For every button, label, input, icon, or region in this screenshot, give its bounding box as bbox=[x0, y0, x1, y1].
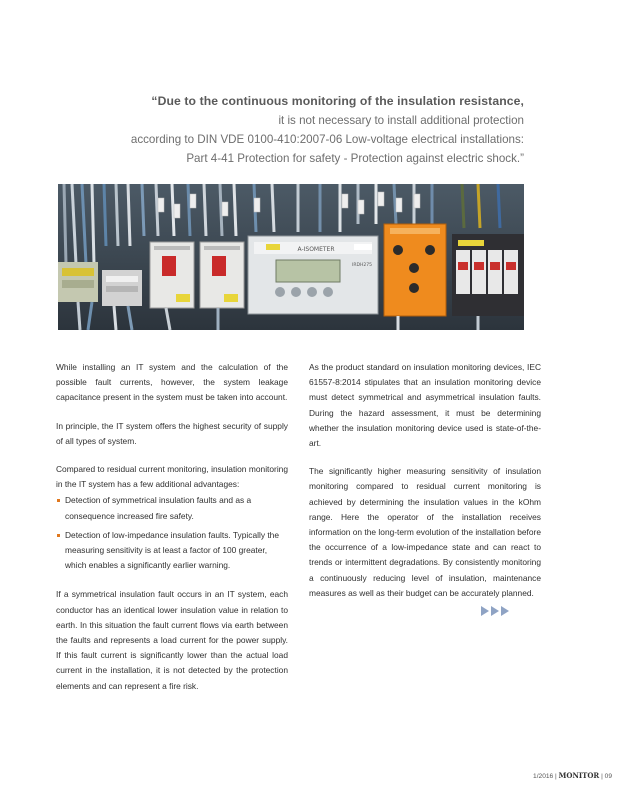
issue-number: 1/2016 | bbox=[533, 773, 557, 780]
device-model: IRDH275 bbox=[352, 263, 372, 268]
device-label: A-ISOMETER bbox=[297, 246, 335, 253]
quote-line-3: according to DIN VDE 0100-410:2007-06 Low-voltage electrical installations: bbox=[130, 133, 524, 146]
quote-line-1: “Due to the continuous monitoring of the insulation resistance, bbox=[151, 94, 524, 108]
quote-line-4: Part 4-41 Protection for safety - Protection against electric shock.” bbox=[186, 152, 524, 165]
list-item: Detection of low-impedance insulation faults. Typically the measuring sensitivity is at least a factor of 100 greater, which enables a significantly earlier warning. bbox=[56, 528, 288, 574]
paragraph: In principle, the IT system offers the highest security of supply of all types of system. bbox=[56, 420, 288, 446]
right-column bbox=[309, 360, 541, 614]
page-footer bbox=[533, 771, 612, 780]
paragraph: The significantly higher measuring sensitivity of insulation monitoring compared to residual current monitoring is achieved by determining the insulation values in the kOhm range. Here the operator of the installation receives information on the long-term evolution of the installation before the occurrence of a low-impedance state and can react to trends or intermittent degradations. By consistently monitoring a continuously reducing level of insulation, maintenance measures as well as their budget can be accurately planned. bbox=[309, 466, 541, 598]
left-column bbox=[56, 360, 288, 707]
pull-quote bbox=[40, 92, 524, 168]
paragraph: As the product standard on insulation monitoring devices, IEC 61557-8:2014 stipulates that an insulation monitoring device must detect symmetrical and asymmetrical insulation faults. During the hazard assessment, it must be determining whether the insulation monitoring device used is state-of-the-art. bbox=[309, 362, 541, 449]
paragraph: While installing an IT system and the calculation of the possible fault currents, however, the system leakage capacitance present in the system must be taken into account. bbox=[56, 362, 288, 403]
brand-name: MONITOR bbox=[558, 771, 600, 780]
page-number: 09 bbox=[604, 773, 612, 780]
footer-separator: | bbox=[601, 773, 603, 780]
advantages-list bbox=[56, 493, 288, 573]
control-cabinet-illustration bbox=[58, 184, 524, 330]
paragraph: If a symmetrical insulation fault occurs in an IT system, each conductor has an identical lower insulation value in relation to earth. In this situation the fault current flows via earth between the faults and represents a load current for the power supply. If this fault current is significantly lower than the actual load current in the installation, it is not detected by the protection elements and can represent a fire risk. bbox=[56, 589, 288, 691]
control-cabinet-photo bbox=[58, 184, 524, 330]
continue-arrows-icon bbox=[481, 604, 511, 622]
quote-line-2: it is not necessary to install additional protection bbox=[278, 114, 524, 127]
list-item: Detection of symmetrical insulation faults and as a consequence increased fire safety. bbox=[56, 493, 288, 523]
paragraph: Compared to residual current monitoring, insulation monitoring in the IT system has a few additional advantages: bbox=[56, 464, 288, 490]
